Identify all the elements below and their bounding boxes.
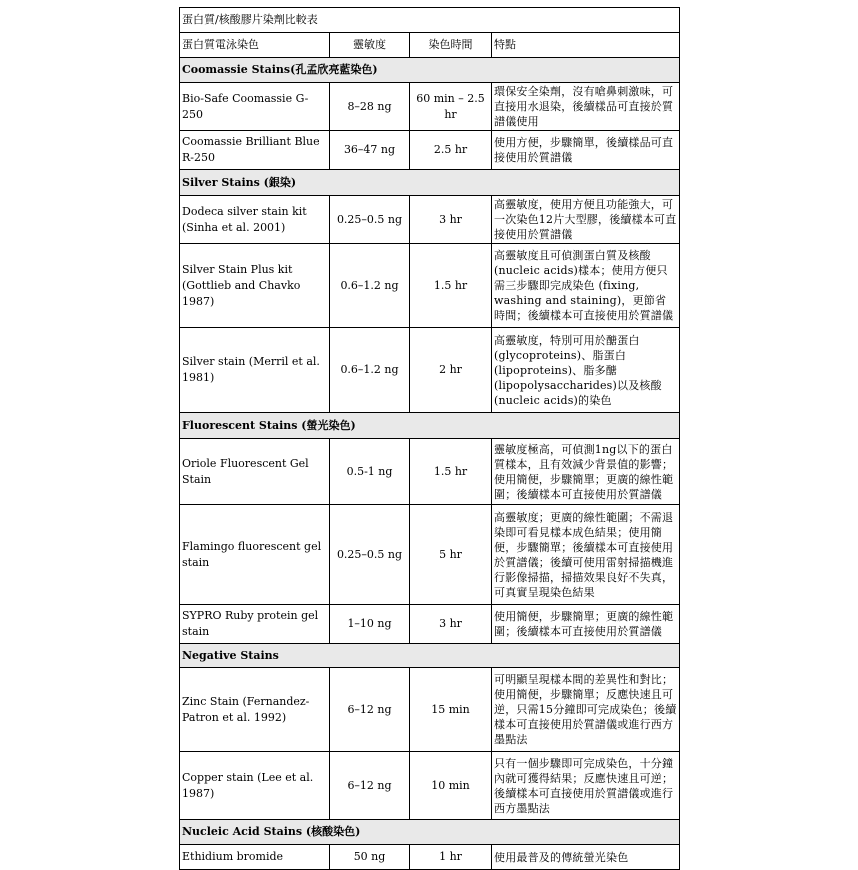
features-cell: 使用最普及的傳統螢光染色: [492, 845, 680, 870]
column-header-sensitivity: 靈敏度: [330, 33, 410, 58]
features-cell: 環保安全染劑，沒有嗆鼻刺激味，可直接用水退染，後續樣品可直接於質譜儀使用: [492, 83, 680, 131]
stain-name-cell: Copper stain (Lee et al. 1987): [180, 752, 330, 820]
table-row: [180, 505, 680, 605]
sensitivity-cell: 0.25–0.5 ng: [330, 505, 410, 605]
table-row: [180, 439, 680, 505]
stain-time-cell: 60 min – 2.5 hr: [410, 83, 492, 131]
sensitivity-cell: 6–12 ng: [330, 668, 410, 752]
table-row: [180, 845, 680, 870]
stain-time-cell: 2 hr: [410, 328, 492, 413]
sensitivity-cell: 0.6–1.2 ng: [330, 328, 410, 413]
stain-time-cell: 3 hr: [410, 196, 492, 244]
features-cell: 使用方便，步驟簡單，後續樣品可直接使用於質譜儀: [492, 131, 680, 170]
section-title: Coomassie Stains(孔孟欣亮藍染色): [180, 58, 680, 83]
table-row: [180, 752, 680, 820]
features-cell: 只有一個步驟即可完成染色，十分鐘內就可獲得結果；反應快速且可逆；後續樣本可直接使用於質譜儀或進行西方墨點法: [492, 752, 680, 820]
stain-name-cell: SYPRO Ruby protein gel stain: [180, 605, 330, 644]
features-cell: 高靈敏度且可偵測蛋白質及核酸(nucleic acids)樣本；使用方便只需三步驟即完成染色 (fixing, washing and staining)，更節省時間；後續樣本可直接使用於質譜儀: [492, 244, 680, 328]
features-cell: 高靈敏度，使用方便且功能強大，可一次染色12片大型膠，後續樣本可直接使用於質譜儀: [492, 196, 680, 244]
stain-comparison-table: [179, 7, 680, 870]
table-body: [180, 8, 680, 870]
table-row: [180, 244, 680, 328]
features-cell: 可明顯呈現樣本間的差異性和對比；使用簡便，步驟簡單；反應快速且可逆，只需15分鐘即可完成染色；後續樣本可直接使用於質譜儀或進行西方墨點法: [492, 668, 680, 752]
table-row: [180, 131, 680, 170]
table-row: [180, 328, 680, 413]
sensitivity-cell: 1–10 ng: [330, 605, 410, 644]
section-title: Nucleic Acid Stains (核酸染色): [180, 820, 680, 845]
title-row: [180, 8, 680, 33]
stain-name-cell: Bio-Safe Coomassie G-250: [180, 83, 330, 131]
stain-name-cell: Dodeca silver stain kit (Sinha et al. 2001): [180, 196, 330, 244]
stain-time-cell: 3 hr: [410, 605, 492, 644]
stain-time-cell: 1.5 hr: [410, 439, 492, 505]
column-header-stain: 蛋白質電泳染色: [180, 33, 330, 58]
stain-time-cell: 1.5 hr: [410, 244, 492, 328]
sensitivity-cell: 0.5-1 ng: [330, 439, 410, 505]
section-title: Negative Stains: [180, 644, 680, 668]
features-cell: 高靈敏度，特別可用於醣蛋白(glycoproteins)、脂蛋白(lipoproteins)、脂多醣(lipopolysaccharides)以及核酸(nucleic acids)的染色: [492, 328, 680, 413]
section-row: [180, 58, 680, 83]
stain-time-cell: 15 min: [410, 668, 492, 752]
stain-name-cell: Flamingo fluorescent gel stain: [180, 505, 330, 605]
stain-name-cell: Silver stain (Merril et al. 1981): [180, 328, 330, 413]
section-row: [180, 413, 680, 439]
sensitivity-cell: 8–28 ng: [330, 83, 410, 131]
stain-time-cell: 10 min: [410, 752, 492, 820]
stain-time-cell: 5 hr: [410, 505, 492, 605]
sensitivity-cell: 36–47 ng: [330, 131, 410, 170]
stain-name-cell: Oriole Fluorescent Gel Stain: [180, 439, 330, 505]
features-cell: 高靈敏度；更廣的線性範圍；不需退染即可看見樣本成色結果；使用簡便，步驟簡單；後續樣本可直接使用於質譜儀；後續可使用雷射掃描機進行影像掃描，掃描效果良好不失真，可真實呈現染色結果: [492, 505, 680, 605]
features-cell: 靈敏度極高，可偵測1ng以下的蛋白質樣本，且有效減少背景值的影響；使用簡便，步驟簡單；更廣的線性範圍；後續樣本可直接使用於質譜儀: [492, 439, 680, 505]
stain-time-cell: 1 hr: [410, 845, 492, 870]
column-header-features: 特點: [492, 33, 680, 58]
stain-name-cell: Silver Stain Plus kit (Gottlieb and Chavko 1987): [180, 244, 330, 328]
table-row: [180, 605, 680, 644]
table-row: [180, 668, 680, 752]
section-title: Fluorescent Stains (螢光染色): [180, 413, 680, 439]
stain-time-cell: 2.5 hr: [410, 131, 492, 170]
sensitivity-cell: 0.25–0.5 ng: [330, 196, 410, 244]
header-row: [180, 33, 680, 58]
features-cell: 使用簡便，步驟簡單；更廣的線性範圍；後續樣本可直接使用於質譜儀: [492, 605, 680, 644]
table-row: [180, 196, 680, 244]
sensitivity-cell: 6–12 ng: [330, 752, 410, 820]
table-title: 蛋白質/核酸膠片染劑比較表: [180, 8, 680, 33]
section-row: [180, 644, 680, 668]
sensitivity-cell: 50 ng: [330, 845, 410, 870]
sensitivity-cell: 0.6–1.2 ng: [330, 244, 410, 328]
table-row: [180, 83, 680, 131]
stain-name-cell: Zinc Stain (Fernandez-Patron et al. 1992): [180, 668, 330, 752]
column-header-time: 染色時間: [410, 33, 492, 58]
stain-name-cell: Coomassie Brilliant Blue R-250: [180, 131, 330, 170]
section-row: [180, 820, 680, 845]
stain-name-cell: Ethidium bromide: [180, 845, 330, 870]
section-row: [180, 170, 680, 196]
section-title: Silver Stains (銀染): [180, 170, 680, 196]
